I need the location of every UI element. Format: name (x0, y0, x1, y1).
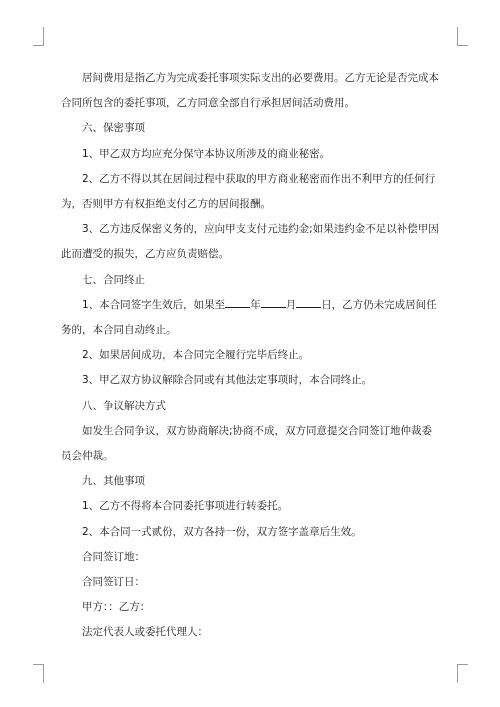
crop-mark-top-right (457, 27, 468, 46)
section-heading-confidentiality: 六、保密事项 (82, 122, 145, 135)
signing-place: 合同签订地： (82, 550, 145, 563)
signing-date: 合同签订日： (82, 576, 145, 589)
paragraph-7-3: 3、甲乙双方协议解除合同或有其他法定事项时，本合同终止。 (82, 374, 373, 387)
section-heading-termination: 七、合同终止 (82, 273, 145, 286)
crop-mark-bottom-right (457, 664, 468, 683)
paragraph-9-1: 1、乙方不得将本合同委托事项进行转委托。 (82, 500, 289, 513)
blank-line-month (261, 297, 286, 308)
section-heading-other: 九、其他事项 (82, 475, 145, 488)
paragraph-8: 如发生合同争议，双方协商解决;协商不成，双方同意提交合同签订地仲裁委员会仲裁。 (61, 424, 433, 463)
paragraph-7-1-start: 1、本合同签字生效后，如果至 (82, 298, 226, 311)
blank-line-year (225, 297, 250, 308)
paragraph-7-1 (61, 293, 441, 343)
document-body (61, 66, 441, 646)
paragraph-fee-clause: 居间费用是指乙方为完成委托事项实际支出的必要费用。乙方无论是否完成本合同所包含的委托事项，乙方同意全部自行承担居间活动费用。 (61, 72, 439, 110)
month-label: 月 (285, 298, 297, 311)
year-label: 年 (250, 298, 261, 311)
paragraph-6-1: 1、甲乙双方均应充分保守本协议所涉及的商业秘密。 (82, 147, 331, 160)
paragraph-9-2: 2、本合同一式贰份，双方各持一份，双方签字盖章后生效。 (82, 525, 362, 538)
parties-line: 甲方：：乙方： (82, 601, 151, 614)
section-heading-dispute: 八、争议解决方式 (82, 399, 166, 412)
paragraph-6-3: 3、乙方违反保密义务的，应向甲支支付元违约金;如果违约金不足以补偿甲因此而遭受的损失，乙方应负责赔偿。 (61, 223, 439, 261)
paragraph-7-1-end: 日，乙方仍未完成居间任务的，本合同自动终止。 (61, 298, 437, 337)
crop-mark-bottom-left (33, 664, 44, 683)
representative-line: 法定代表人或委托代理人： (82, 626, 208, 639)
blank-line-day (296, 297, 321, 308)
paragraph-7-2: 2、如果居间成功，本合同完全履行完毕后终止。 (82, 349, 310, 362)
crop-mark-top-left (33, 27, 44, 46)
paragraph-6-2: 2、乙方不得以其在居间过程中获取的甲方商业秘密而作出不利甲方的任何行为，否则甲方有权拒绝支付乙方的居间报酬。 (61, 172, 436, 211)
